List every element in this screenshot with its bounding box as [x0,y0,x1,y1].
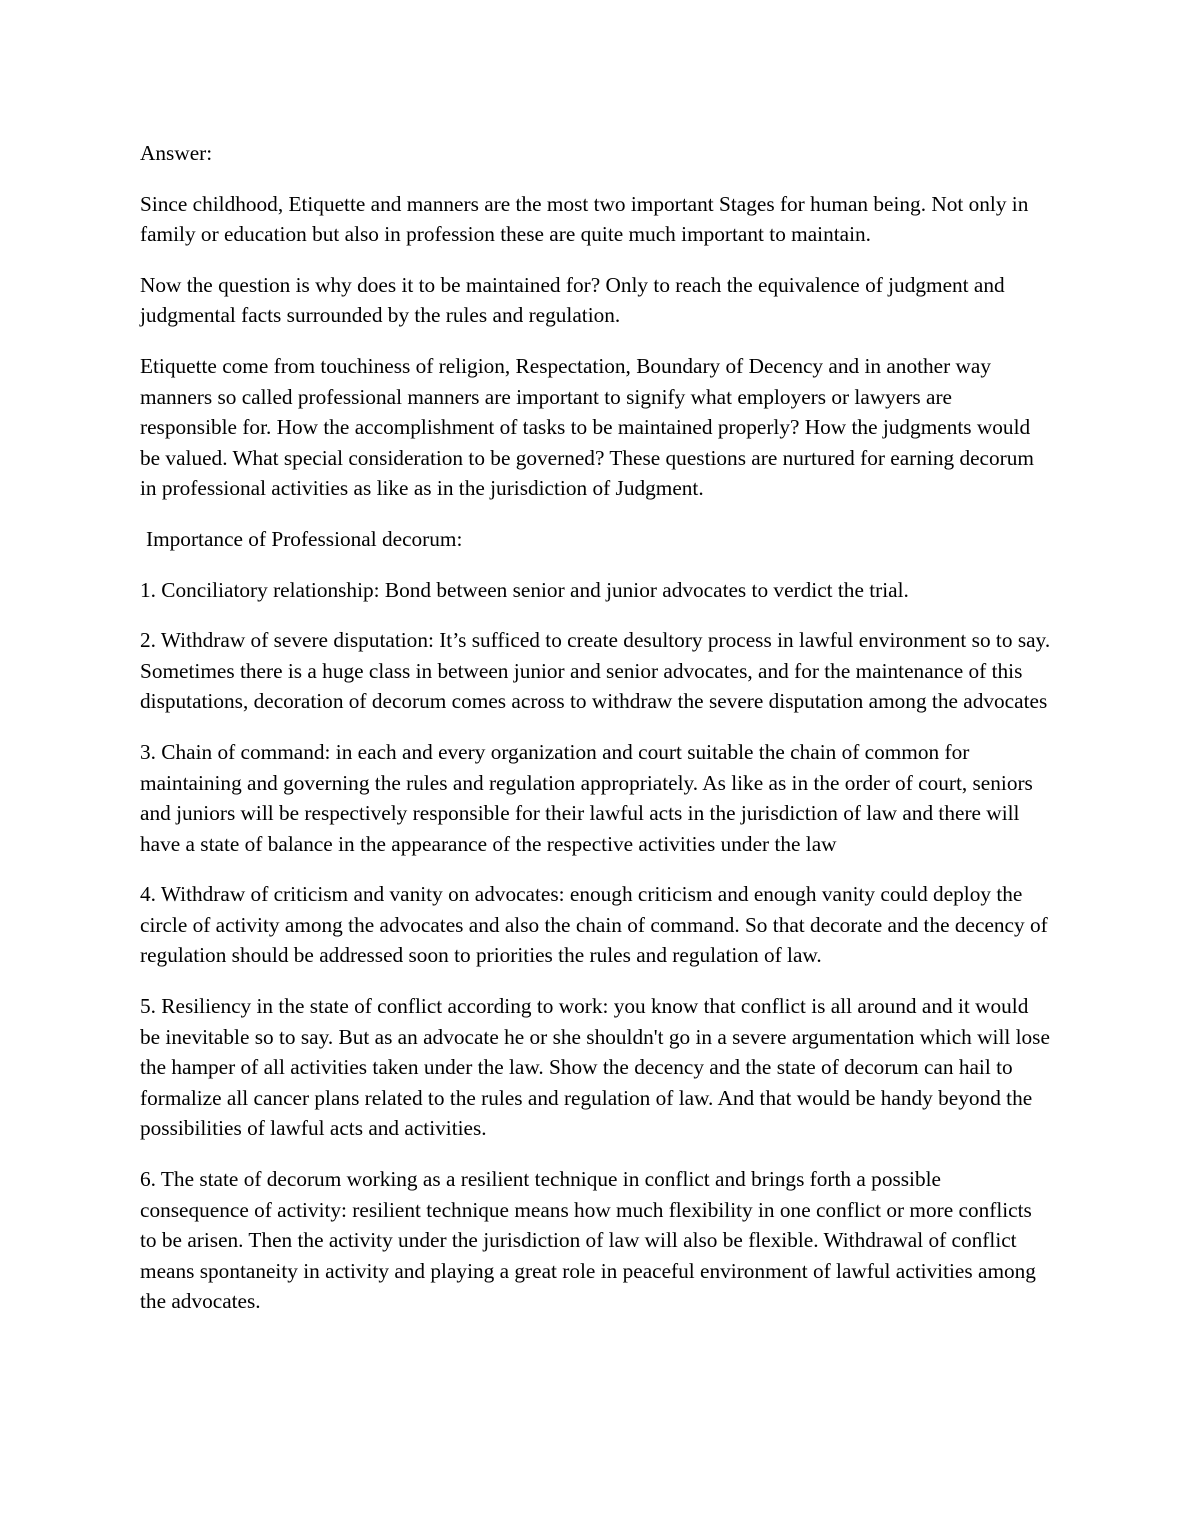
intro-paragraph-1: Since childhood, Etiquette and manners are the most two important Stages for human being. Not only in family or education but also in profession these are quite much important to maintain. [140,191,1029,247]
point-1: 1. Conciliatory relationship: Bond between senior and junior advocates to verdict the trial. [140,577,909,602]
point-4: 4. Withdraw of criticism and vanity on advocates: enough criticism and enough vanity could deploy the circle of activity among the advocates and also the chain of command. So that decorate and the decency of regulation should be addressed soon to priorities the rules and regulation of law. [140,882,1048,968]
point-6: 6. The state of decorum working as a resilient technique in conflict and brings forth a possible consequence of activity: resilient technique means how much flexibility in one conflict or more conflicts to be arisen. Then the activity under the jurisdiction of law will also be flexible. Withdrawal of conflict means spontaneity in activity and playing a great role in peaceful environment of lawful activities among the advocates. [140,1167,1036,1314]
intro-paragraph-2: Now the question is why does it to be maintained for? Only to reach the equivalence of judgment and judgmental facts surrounded by the rules and regulation. [140,272,1005,328]
point-5: 5. Resiliency in the state of conflict according to work: you know that conflict is all around and it would be inevitable so to say. But as an advocate he or she shouldn't go in a severe argumentation which will lose the hamper of all activities taken under the law. Show the decency and the state of decorum can hail to formalize all cancer plans related to the rules and regulation of law. And that would be handy beyond the possibilities of lawful acts and activities. [140,994,1050,1141]
point-3: 3. Chain of command: in each and every organization and court suitable the chain of common for maintaining and governing the rules and regulation appropriately. As like as in the order of court, seniors and juniors will be respectively responsible for their lawful acts in the jurisdiction of law and there will have a state of balance in the appearance of the respective activities under the law [140,739,1033,856]
point-2: 2. Withdraw of severe disputation: It’s sufficed to create desultory process in lawful environment so to say. Sometimes there is a huge class in between junior and senior advocates, and for the maintenance of this disputations, decoration of decorum comes across to withdraw the severe disputation among the advocates [140,628,1051,714]
answer-heading: Answer: [140,141,213,165]
section-title: Importance of Professional decorum: [146,526,463,551]
document-body [140,138,1052,1337]
intro-paragraph-3: Etiquette come from touchiness of religion, Respectation, Boundary of Decency and in another way manners so called professional manners are important to signify what employers or lawyers are responsible for. How the accomplishment of tasks to be maintained properly? How the judgments would be valued. What special consideration to be governed? These questions are nurtured for earning decorum in professional activities as like as in the jurisdiction of Judgment. [140,353,1034,501]
